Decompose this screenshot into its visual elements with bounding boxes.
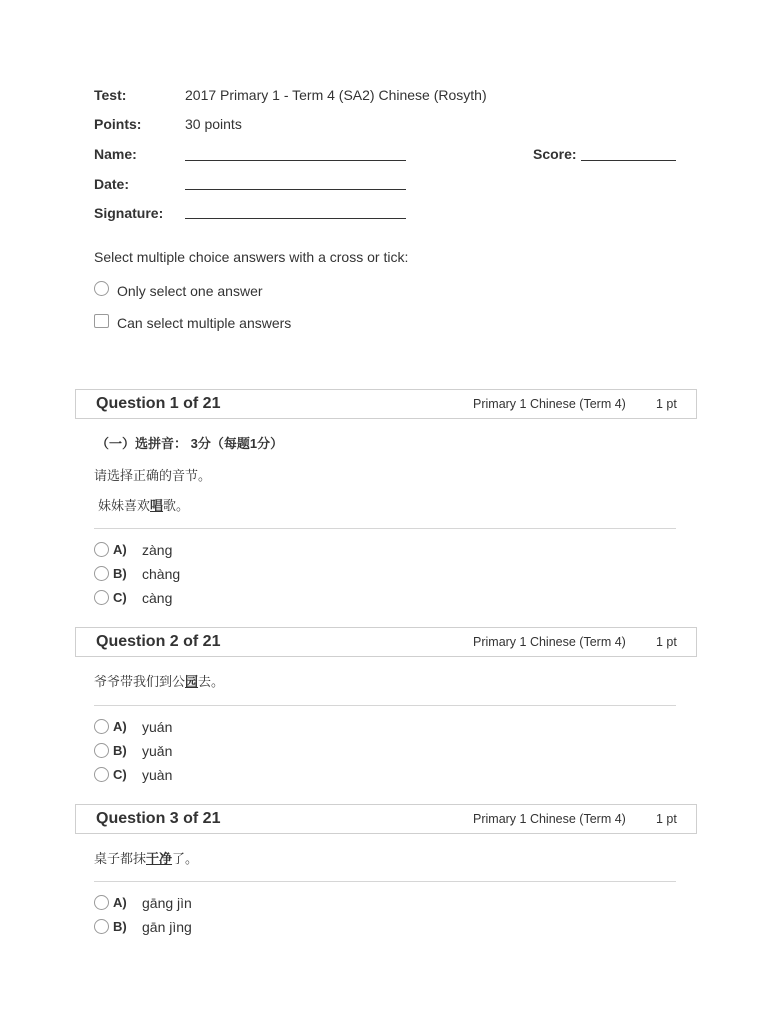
name-field[interactable] [185,160,406,161]
question-category: Primary 1 Chinese (Term 4) [473,397,626,411]
question-category: Primary 1 Chinese (Term 4) [473,812,626,826]
legend-instruction: Select multiple choice answers with a cross or tick: [94,249,409,265]
radio-icon[interactable] [94,767,109,782]
underlined-word: 园 [185,674,199,689]
question-header [75,389,697,419]
question-category: Primary 1 Chinese (Term 4) [473,635,626,649]
sentence-text: 歌。 [163,498,190,513]
option-text: gāng jìn [142,895,192,911]
question-points: 1 pt [656,812,677,826]
option-text: yuàn [142,767,173,783]
question-points: 1 pt [656,635,677,649]
legend-multiple-text: Can select multiple answers [117,315,292,331]
option-text: zàng [142,542,173,558]
radio-icon[interactable] [94,542,109,557]
radio-icon[interactable] [94,566,109,581]
radio-icon[interactable] [94,895,109,910]
question-points: 1 pt [656,397,677,411]
question-header [75,627,697,657]
radio-icon[interactable] [94,590,109,605]
points-label: Points: [94,116,142,132]
option-letter: B) [113,919,127,934]
radio-icon[interactable] [94,743,109,758]
question-title: Question 3 of 21 [96,810,221,827]
legend-radio-icon [94,281,109,296]
sentence-text: 桌子都抹 [94,851,147,866]
sentence-text: 妹妹喜欢 [98,498,151,513]
date-label: Date: [94,176,130,192]
sentence-text: 去。 [198,674,225,689]
option-text: gān jìng [142,919,192,935]
option-letter: B) [113,566,127,581]
test-value: 2017 Primary 1 - Term 4 (SA2) Chinese (Rosyth) [185,87,487,103]
option-text: chàng [142,566,181,582]
option-text: yuǎn [142,743,173,759]
score-label: Score: [533,146,577,162]
underlined-word: 唱 [150,498,164,513]
option-letter: A) [113,719,127,734]
option-text: yuán [142,719,173,735]
divider [94,528,676,529]
question-header [75,804,697,834]
option-letter: A) [113,895,127,910]
section-title: （一）选拼音： 3分（每题1分） [96,436,284,451]
divider [94,881,676,882]
divider [94,705,676,706]
radio-icon[interactable] [94,719,109,734]
points-value: 30 points [185,116,242,132]
signature-field[interactable] [185,218,406,219]
question-title: Question 2 of 21 [96,633,221,650]
option-text: càng [142,590,173,606]
question-sentence [98,495,189,514]
question-sentence [94,848,198,867]
option-letter: A) [113,542,127,557]
radio-icon[interactable] [94,919,109,934]
underlined-word: 干净 [146,851,173,866]
question-title: Question 1 of 21 [96,395,221,412]
test-label: Test: [94,87,127,103]
option-letter: B) [113,743,127,758]
option-letter: C) [113,767,127,782]
legend-checkbox-icon [94,314,109,328]
legend-single-text: Only select one answer [117,283,263,299]
question-sentence [94,671,224,690]
date-field[interactable] [185,189,406,190]
sentence-text: 爷爷带我们到公 [94,674,186,689]
sentence-text: 了。 [172,851,199,866]
option-letter: C) [113,590,127,605]
question-prompt: 请选择正确的音节。 [94,468,212,483]
signature-label: Signature: [94,205,164,221]
name-label: Name: [94,146,137,162]
score-field[interactable] [581,160,676,161]
